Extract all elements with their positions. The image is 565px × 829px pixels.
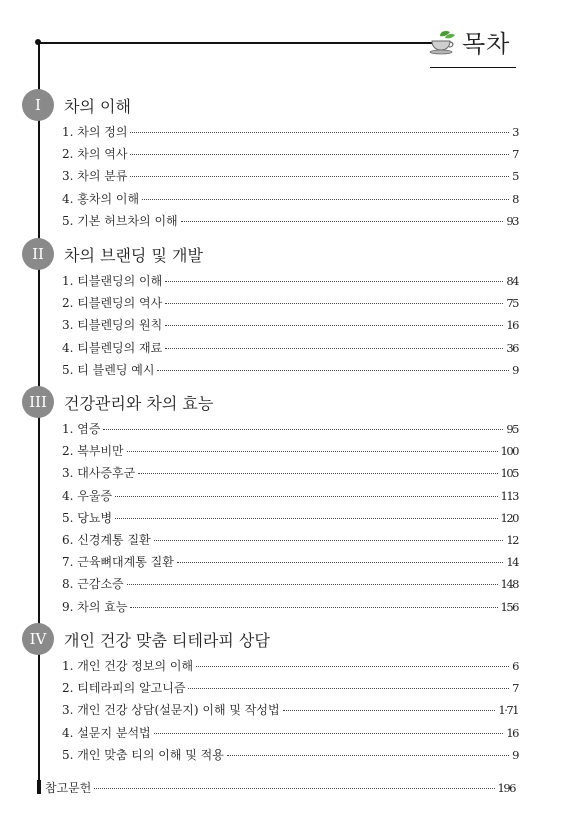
dot-leader: [283, 710, 496, 711]
section-1: [22, 89, 518, 234]
toc-header: [428, 24, 510, 59]
toc-entry[interactable]: [62, 294, 518, 316]
toc-entry-label: 5. 개인 맞춤 티의 이해 및 적용: [62, 747, 224, 762]
toc-entry-label: 2. 티블렌딩의 역사: [62, 296, 163, 311]
toc-entry-label: 4. 설문지 분석법: [62, 725, 151, 740]
toc-entry[interactable]: [62, 272, 518, 294]
dot-leader: [94, 788, 494, 789]
dot-leader: [165, 348, 503, 349]
toc-entry[interactable]: [62, 420, 518, 442]
toc-entry-page: 7: [512, 681, 518, 696]
toc-entry-page: 156: [500, 599, 518, 614]
dot-leader: [188, 688, 509, 689]
toc-entry-page: 75: [506, 296, 518, 311]
toc-entry-label: 5. 당뇨병: [62, 510, 113, 525]
toc-entry[interactable]: [62, 145, 518, 167]
toc-entry-page: 3: [512, 125, 518, 139]
dot-leader: [154, 733, 504, 734]
toc-entry-label: 4. 우울증: [62, 488, 113, 503]
dot-leader: [130, 176, 509, 177]
toc-entry-label: 3. 티블렌딩의 원칙: [62, 318, 163, 333]
dot-leader: [130, 607, 497, 608]
dot-leader: [142, 199, 509, 200]
toc-entry-page: 120: [500, 510, 518, 525]
dot-leader: [154, 540, 504, 541]
toc-entry-label: 5. 기본 허브차의 이해: [62, 213, 178, 228]
dot-leader: [130, 154, 509, 155]
toc-entry-page: 9: [512, 362, 518, 377]
toc-entry-page: 7: [512, 147, 518, 162]
page-title: 목차: [462, 30, 511, 58]
toc-entry-label: 4. 홍차의 이해: [62, 191, 140, 206]
toc-entry-label: 3. 대사증후군: [62, 466, 136, 481]
toc-entry[interactable]: [62, 657, 518, 679]
toc-entry[interactable]: [62, 575, 518, 597]
toc-entry-page: 84: [506, 274, 518, 288]
toc-entry-label: 7. 근육뼈대계통 질환: [62, 555, 174, 570]
section-2: [22, 238, 518, 383]
toc-entry-page: 95: [506, 422, 518, 436]
dot-leader: [157, 370, 509, 371]
references-marker: [37, 780, 41, 794]
header-rule: [38, 42, 432, 44]
toc-entry[interactable]: [62, 167, 518, 189]
toc-entry-label: 8. 근감소증: [62, 577, 124, 592]
toc-entry[interactable]: [62, 464, 518, 486]
toc-entry-label: 1. 염증: [62, 422, 101, 436]
dot-leader: [115, 496, 498, 497]
toc-entry-label: 9. 차의 효능: [62, 599, 128, 614]
toc-entry-label: 6. 신경계통 질환: [62, 532, 151, 547]
section-numeral: II: [22, 238, 54, 270]
toc-entry-page: 1·71: [498, 703, 518, 718]
toc-entry-page: 100: [500, 444, 518, 459]
toc-entry[interactable]: [62, 598, 518, 620]
toc-entry[interactable]: [62, 531, 518, 553]
section-title: 건강관리와 차의 효능: [64, 393, 214, 413]
toc-entry-page: 12: [506, 532, 518, 547]
toc-entry-page: 5: [512, 169, 518, 184]
toc-entry-page: 36: [506, 340, 518, 355]
references-entry[interactable]: [37, 778, 515, 796]
toc-entry-label: 2. 복부비만: [62, 444, 124, 459]
toc-entry[interactable]: [62, 190, 518, 212]
section-title: 개인 건강 맞춤 티테라피 상담: [64, 630, 270, 650]
toc-entry-page: 93: [506, 213, 518, 228]
section-3: [22, 386, 518, 620]
toc-entry-page: 16: [506, 725, 518, 740]
toc-entry-label: 2. 티테라피의 알고니즘: [62, 681, 186, 696]
toc-entry-page: 105: [500, 466, 518, 481]
dot-leader: [130, 132, 509, 133]
dot-leader: [103, 429, 503, 430]
toc-entry[interactable]: [62, 701, 518, 723]
toc-entry-page: 8: [512, 191, 518, 206]
toc-entry-label: 5. 티 블렌딩 예시: [62, 362, 155, 377]
toc-entry-label: 1. 차의 정의: [62, 125, 128, 139]
references-page: 196: [497, 781, 515, 795]
toc-entry[interactable]: [62, 339, 518, 361]
section-numeral: IV: [22, 623, 54, 655]
toc-entry-page: 9: [512, 747, 518, 762]
toc-entry-page: 148: [500, 577, 518, 592]
toc-entry[interactable]: [62, 746, 518, 768]
dot-leader: [127, 451, 498, 452]
dot-leader: [227, 755, 509, 756]
title-underline: [430, 67, 516, 68]
toc-entry-label: 2. 차의 역사: [62, 147, 128, 162]
toc-entry[interactable]: [62, 316, 518, 338]
section-title: 차의 브랜딩 및 개발: [64, 245, 203, 265]
toc-entry-page: 14: [506, 555, 518, 570]
dot-leader: [181, 221, 504, 222]
teacup-icon: [428, 29, 456, 55]
section-numeral: III: [22, 386, 54, 418]
dot-leader: [115, 518, 498, 519]
dot-leader: [165, 325, 503, 326]
toc-entry-page: 16: [506, 318, 518, 333]
toc-entry-page: 6: [512, 659, 518, 673]
toc-entry-label: 4. 티블렌딩의 재료: [62, 340, 163, 355]
dot-leader: [138, 473, 497, 474]
toc-entry[interactable]: [62, 553, 518, 575]
dot-leader: [127, 584, 498, 585]
section-title: 차의 이해: [64, 96, 131, 116]
toc-entry-page: 113: [500, 488, 518, 503]
toc-entry[interactable]: [62, 361, 518, 383]
toc-entry-label: 1. 개인 건강 정보의 이해: [62, 659, 194, 673]
toc-entry[interactable]: [62, 487, 518, 509]
toc-entry[interactable]: [62, 123, 518, 145]
toc-entry[interactable]: [62, 509, 518, 531]
section-4: [22, 623, 518, 768]
toc-entry[interactable]: [62, 212, 518, 234]
references-label: 참고문헌: [45, 781, 92, 795]
dot-leader: [165, 303, 503, 304]
toc-entry-label: 1. 티블랜딩의 이해: [62, 274, 163, 288]
dot-leader: [177, 562, 504, 563]
toc-entry-label: 3. 차의 분류: [62, 169, 128, 184]
toc-entry[interactable]: [62, 679, 518, 701]
toc-entry-label: 3. 개인 건강 상담(설문지) 이해 및 작성법: [62, 703, 280, 718]
toc-entry[interactable]: [62, 724, 518, 746]
section-numeral: I: [22, 89, 54, 121]
toc-entry[interactable]: [62, 442, 518, 464]
dot-leader: [165, 281, 503, 282]
dot-leader: [196, 666, 509, 667]
